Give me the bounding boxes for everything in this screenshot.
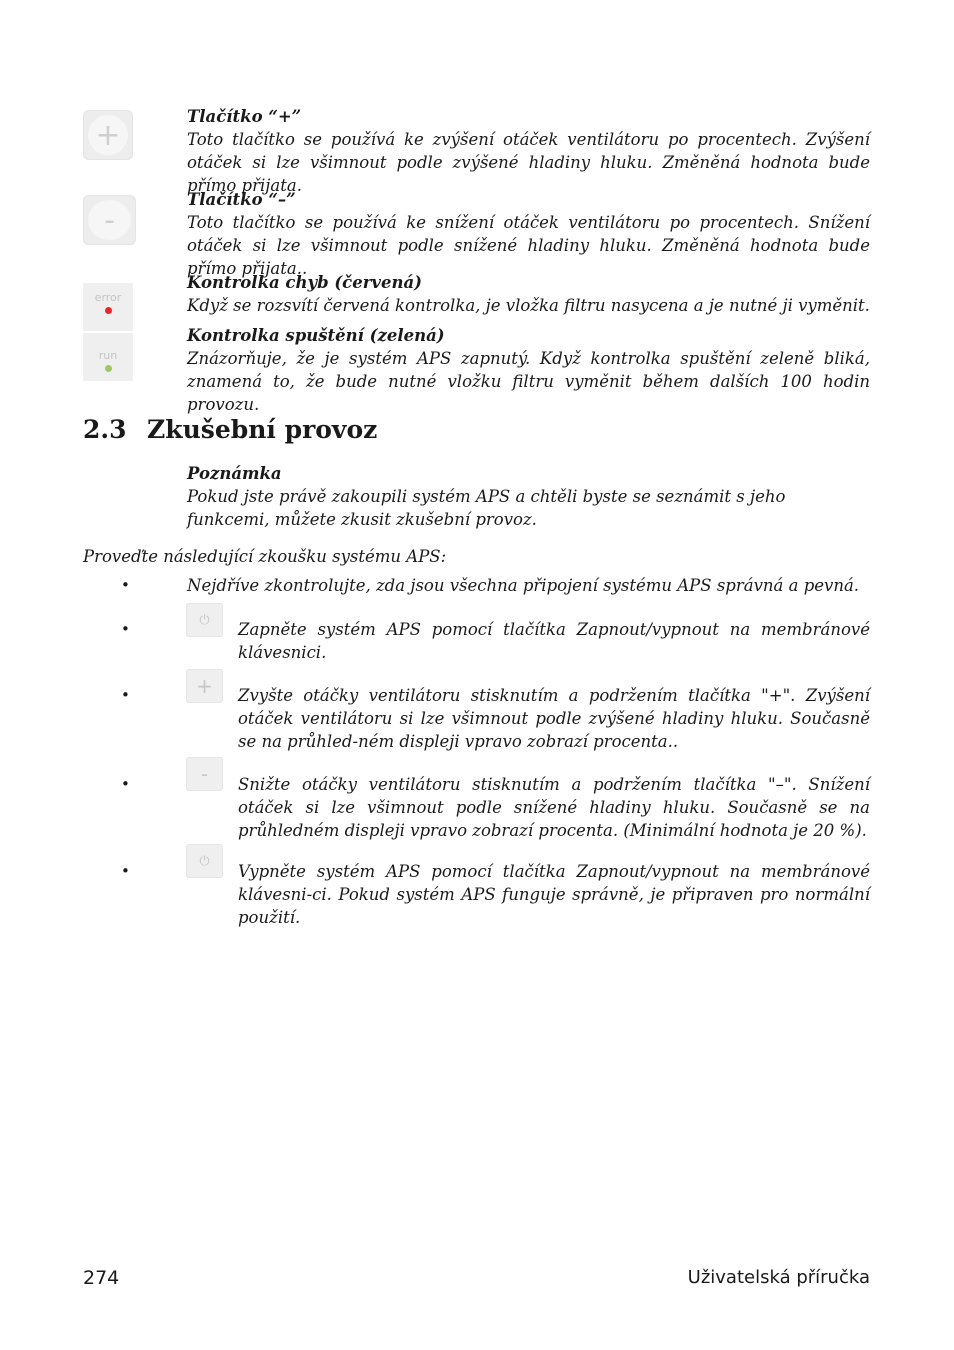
bullet: • — [121, 686, 130, 704]
item-run-indicator — [187, 324, 870, 416]
item-plus-button — [187, 105, 870, 197]
item-title: Kontrolka spuštění (zelená) — [187, 326, 445, 345]
power-button-image — [186, 603, 223, 637]
minus-button-image — [83, 195, 136, 245]
power-icon: ⏻ — [199, 612, 210, 628]
step-item: Zapněte systém APS pomocí tlačítka Zapnout/vypnout na membránové klávesnici. — [238, 620, 870, 662]
minus-icon: - — [104, 202, 115, 238]
minus-icon: - — [200, 762, 209, 786]
error-indicator-image — [83, 283, 133, 331]
power-button-image — [186, 844, 223, 878]
bullet: • — [121, 576, 130, 594]
plus-button-image — [83, 110, 133, 160]
plus-button-image-small — [186, 669, 223, 703]
minus-button-image-small — [186, 757, 223, 791]
step-item: Vypněte systém APS pomocí tlačítka Zapnout/vypnout na membránové klávesni-ci. Pokud systém APS funguje správně, je připraven pro normální použití. — [238, 862, 870, 927]
intro-text: Proveďte následující zkoušku systému APS: — [83, 547, 447, 566]
run-indicator-image — [83, 333, 133, 381]
note — [187, 462, 870, 531]
item-text: Toto tlačítko se používá ke zvýšení otáček ventilátoru po procentech. Zvýšení otáček si lze všimnout podle zvýšené hladiny hluku. Změněná hodnota bude přímo přijata. — [187, 130, 870, 195]
power-icon: ⏻ — [199, 853, 210, 869]
step-item: Snižte otáčky ventilátoru stisknutím a podržením tlačítka "–". Snížení otáček si lze všimnout podle snížené hladiny hluku. Současně se na průhledném displeji vpravo zobrazí procenta. (Minimální hodnota je 20 %). — [238, 775, 870, 840]
item-title: Tlačítko “–” — [187, 190, 296, 209]
run-led-icon — [105, 365, 112, 372]
error-led-icon — [105, 307, 112, 314]
item-minus-button — [187, 188, 870, 280]
item-title: Kontrolka chyb (červená) — [187, 273, 422, 292]
bullet: • — [121, 775, 130, 793]
step-item: Zvyšte otáčky ventilátoru stisknutím a podržením tlačítka "+". Zvýšení otáček ventilátoru si lze všimnout podle zvýšené hladiny hluku. Současně se na průhled-ném displeji vpravo zobrazí procenta.. — [238, 686, 870, 751]
section-heading — [83, 415, 377, 444]
step-item: Nejdříve zkontrolujte, zda jsou všechna připojení systému APS správná a pevná. — [187, 576, 860, 595]
item-text: Toto tlačítko se používá ke snížení otáček ventilátoru po procentech. Snížení otáček si lze všimnout podle snížené hladiny hluku. Změněná hodnota bude přímo přijata.. — [187, 213, 870, 278]
item-text: Znázorňuje, že je systém APS zapnutý. Když kontrolka spuštění zeleně bliká, znamená to, že bude nutné vložku filtru vyměnit během dalších 100 hodin provozu. — [187, 349, 870, 414]
bullet: • — [121, 862, 130, 880]
section-title: Zkušební provoz — [147, 415, 378, 444]
footer-title: Uživatelská příručka — [687, 1267, 870, 1288]
bullet: • — [121, 620, 130, 638]
plus-icon: + — [95, 117, 121, 153]
item-title: Tlačítko “+” — [187, 107, 302, 126]
error-indicator-label: error — [94, 291, 122, 304]
plus-icon: + — [196, 674, 213, 698]
run-indicator-label: run — [98, 349, 118, 362]
page-number: 274 — [83, 1267, 120, 1289]
section-number: 2.3 — [83, 415, 127, 444]
note-text: Pokud jste právě zakoupili systém APS a chtěli byste se seznámit s jeho funkcemi, můžete zkusit zkušební provoz. — [187, 487, 786, 529]
item-text: Když se rozsvítí červená kontrolka, je vložka filtru nasycena a je nutné ji vyměnit. — [187, 296, 870, 315]
note-title: Poznámka — [187, 464, 282, 483]
item-error-indicator — [187, 271, 870, 317]
